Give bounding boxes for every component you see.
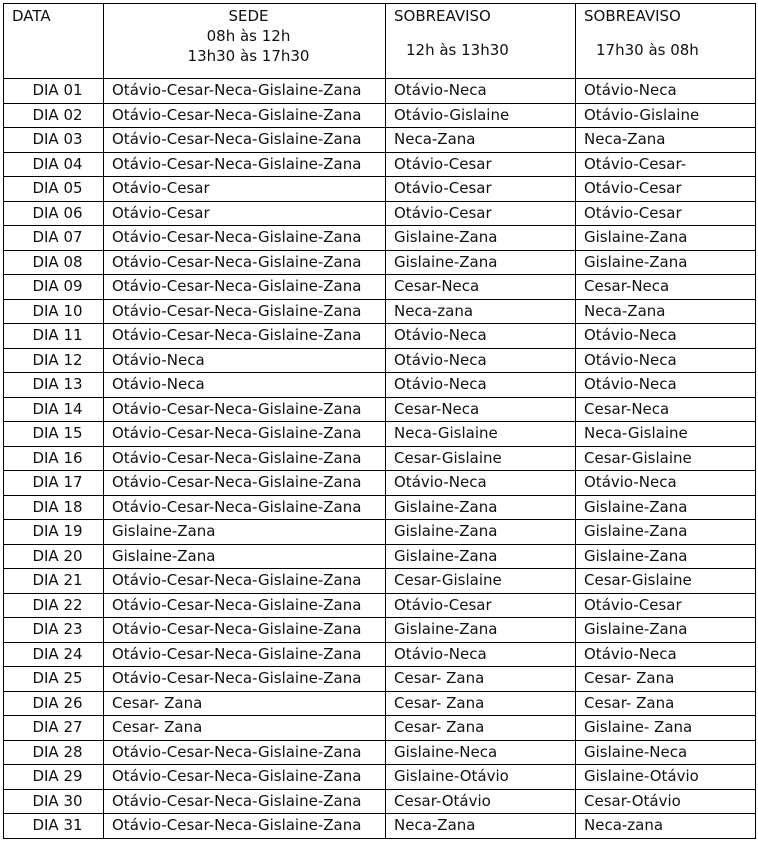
day-cell: DIA 19	[4, 520, 104, 545]
sede-cell: Otávio-Cesar-Neca-Gislaine-Zana	[104, 103, 386, 128]
sobreaviso-midday-cell: Cesar- Zana	[386, 691, 576, 716]
sobreaviso-night-cell: Neca-Zana	[576, 128, 756, 153]
sobreaviso-midday-cell: Cesar-Gislaine	[386, 446, 576, 471]
day-cell: DIA 02	[4, 103, 104, 128]
day-cell: DIA 29	[4, 765, 104, 790]
sede-cell: Cesar- Zana	[104, 691, 386, 716]
table-row	[4, 618, 756, 643]
table-row	[4, 201, 756, 226]
sobreaviso-midday-cell: Gislaine-Zana	[386, 618, 576, 643]
table-row	[4, 593, 756, 618]
sede-cell: Otávio-Cesar-Neca-Gislaine-Zana	[104, 275, 386, 300]
sobreaviso-night-cell: Gislaine-Zana	[576, 520, 756, 545]
header-data-label: DATA	[12, 7, 51, 25]
table-row	[4, 250, 756, 275]
day-cell: DIA 31	[4, 814, 104, 839]
sobreaviso-night-cell: Otávio-Cesar-	[576, 152, 756, 177]
sobreaviso-night-cell: Otávio-Cesar	[576, 177, 756, 202]
table-row	[4, 373, 756, 398]
day-cell: DIA 09	[4, 275, 104, 300]
sobreaviso-night-cell: Otávio-Neca	[576, 373, 756, 398]
sobreaviso-night-cell: Gislaine-Zana	[576, 250, 756, 275]
table-row	[4, 569, 756, 594]
table-row	[4, 446, 756, 471]
sobreaviso-night-cell: Otávio-Neca	[576, 348, 756, 373]
sede-cell: Otávio-Cesar-Neca-Gislaine-Zana	[104, 446, 386, 471]
day-cell: DIA 14	[4, 397, 104, 422]
sede-cell: Otávio-Cesar-Neca-Gislaine-Zana	[104, 79, 386, 104]
header-sobreaviso-midday-hours: 12h às 13h30	[406, 41, 509, 59]
sobreaviso-midday-cell: Gislaine-Zana	[386, 544, 576, 569]
table-row	[4, 471, 756, 496]
sede-cell: Otávio-Cesar-Neca-Gislaine-Zana	[104, 422, 386, 447]
day-cell: DIA 11	[4, 324, 104, 349]
table-row	[4, 79, 756, 104]
sobreaviso-night-cell: Neca-Gislaine	[576, 422, 756, 447]
sede-cell: Otávio-Cesar-Neca-Gislaine-Zana	[104, 765, 386, 790]
sobreaviso-night-cell: Neca-zana	[576, 814, 756, 839]
sede-cell: Otávio-Cesar-Neca-Gislaine-Zana	[104, 569, 386, 594]
sobreaviso-night-cell: Gislaine-Zana	[576, 618, 756, 643]
table-row	[4, 667, 756, 692]
sobreaviso-night-cell: Otávio-Neca	[576, 642, 756, 667]
sobreaviso-midday-cell: Cesar-Gislaine	[386, 569, 576, 594]
sobreaviso-night-cell: Neca-Zana	[576, 299, 756, 324]
sobreaviso-midday-cell: Otávio-Neca	[386, 471, 576, 496]
table-row	[4, 128, 756, 153]
sede-cell: Otávio-Cesar	[104, 201, 386, 226]
sede-cell: Otávio-Cesar-Neca-Gislaine-Zana	[104, 618, 386, 643]
sobreaviso-midday-cell: Otávio-Cesar	[386, 201, 576, 226]
table-row	[4, 740, 756, 765]
sede-cell: Otávio-Neca	[104, 373, 386, 398]
header-data	[4, 4, 104, 79]
header-sobreaviso-night-title: SOBREAVISO	[584, 7, 681, 25]
day-cell: DIA 27	[4, 716, 104, 741]
table-row	[4, 103, 756, 128]
sobreaviso-midday-cell: Otávio-Neca	[386, 373, 576, 398]
header-sede-hours-afternoon: 13h30 às 17h30	[187, 47, 310, 65]
table-row	[4, 789, 756, 814]
sobreaviso-midday-cell: Neca-Zana	[386, 814, 576, 839]
table-body	[4, 79, 756, 839]
sobreaviso-night-cell: Otávio-Cesar	[576, 201, 756, 226]
day-cell: DIA 18	[4, 495, 104, 520]
table-row	[4, 397, 756, 422]
table-header	[4, 4, 756, 79]
table-row	[4, 422, 756, 447]
sobreaviso-midday-cell: Neca-Gislaine	[386, 422, 576, 447]
table-row	[4, 226, 756, 251]
table-row	[4, 299, 756, 324]
sobreaviso-midday-cell: Gislaine-Neca	[386, 740, 576, 765]
day-cell: DIA 08	[4, 250, 104, 275]
day-cell: DIA 25	[4, 667, 104, 692]
day-cell: DIA 24	[4, 642, 104, 667]
sede-cell: Otávio-Cesar-Neca-Gislaine-Zana	[104, 324, 386, 349]
sobreaviso-midday-cell: Cesar- Zana	[386, 667, 576, 692]
sobreaviso-night-cell: Cesar-Otávio	[576, 789, 756, 814]
sobreaviso-midday-cell: Otávio-Cesar	[386, 593, 576, 618]
sobreaviso-midday-cell: Otávio-Neca	[386, 642, 576, 667]
day-cell: DIA 21	[4, 569, 104, 594]
sede-cell: Otávio-Neca	[104, 348, 386, 373]
sede-cell: Otávio-Cesar-Neca-Gislaine-Zana	[104, 471, 386, 496]
sede-cell: Otávio-Cesar-Neca-Gislaine-Zana	[104, 250, 386, 275]
sobreaviso-night-cell: Cesar- Zana	[576, 667, 756, 692]
day-cell: DIA 05	[4, 177, 104, 202]
sobreaviso-night-cell: Otávio-Neca	[576, 79, 756, 104]
table-row	[4, 544, 756, 569]
sobreaviso-night-cell: Cesar-Gislaine	[576, 446, 756, 471]
table-row	[4, 642, 756, 667]
sede-cell: Otávio-Cesar-Neca-Gislaine-Zana	[104, 667, 386, 692]
sede-cell: Gislaine-Zana	[104, 544, 386, 569]
table-row	[4, 691, 756, 716]
sobreaviso-night-cell: Gislaine- Zana	[576, 716, 756, 741]
header-row	[4, 4, 756, 79]
sede-cell: Otávio-Cesar-Neca-Gislaine-Zana	[104, 226, 386, 251]
table-row	[4, 275, 756, 300]
sobreaviso-night-cell: Cesar-Neca	[576, 397, 756, 422]
table-row	[4, 152, 756, 177]
day-cell: DIA 10	[4, 299, 104, 324]
sobreaviso-midday-cell: Cesar-Neca	[386, 397, 576, 422]
day-cell: DIA 04	[4, 152, 104, 177]
table-row	[4, 765, 756, 790]
day-cell: DIA 17	[4, 471, 104, 496]
sede-cell: Otávio-Cesar-Neca-Gislaine-Zana	[104, 397, 386, 422]
sobreaviso-midday-cell: Gislaine-Zana	[386, 520, 576, 545]
sobreaviso-night-cell: Otávio-Gislaine	[576, 103, 756, 128]
day-cell: DIA 15	[4, 422, 104, 447]
sobreaviso-midday-cell: Gislaine-Zana	[386, 250, 576, 275]
sede-cell: Otávio-Cesar-Neca-Gislaine-Zana	[104, 789, 386, 814]
sobreaviso-night-cell: Gislaine-Zana	[576, 495, 756, 520]
sede-cell: Otávio-Cesar-Neca-Gislaine-Zana	[104, 128, 386, 153]
sede-cell: Otávio-Cesar-Neca-Gislaine-Zana	[104, 299, 386, 324]
sobreaviso-night-cell: Gislaine-Zana	[576, 544, 756, 569]
sede-cell: Cesar- Zana	[104, 716, 386, 741]
table-row	[4, 177, 756, 202]
table-row	[4, 324, 756, 349]
header-sede	[104, 4, 386, 79]
sobreaviso-night-cell: Gislaine-Neca	[576, 740, 756, 765]
sede-cell: Otávio-Cesar-Neca-Gislaine-Zana	[104, 740, 386, 765]
day-cell: DIA 26	[4, 691, 104, 716]
sede-cell: Otávio-Cesar-Neca-Gislaine-Zana	[104, 152, 386, 177]
table-row	[4, 716, 756, 741]
day-cell: DIA 01	[4, 79, 104, 104]
sobreaviso-midday-cell: Otávio-Neca	[386, 348, 576, 373]
sobreaviso-midday-cell: Gislaine-Zana	[386, 495, 576, 520]
sobreaviso-midday-cell: Neca-zana	[386, 299, 576, 324]
header-sobreaviso-night	[576, 4, 756, 79]
sede-cell: Gislaine-Zana	[104, 520, 386, 545]
sobreaviso-midday-cell: Gislaine-Zana	[386, 226, 576, 251]
table-row	[4, 348, 756, 373]
day-cell: DIA 22	[4, 593, 104, 618]
day-cell: DIA 30	[4, 789, 104, 814]
sede-cell: Otávio-Cesar	[104, 177, 386, 202]
day-cell: DIA 13	[4, 373, 104, 398]
day-cell: DIA 20	[4, 544, 104, 569]
table-row	[4, 520, 756, 545]
sobreaviso-midday-cell: Otávio-Gislaine	[386, 103, 576, 128]
sobreaviso-midday-cell: Cesar-Otávio	[386, 789, 576, 814]
sobreaviso-night-cell: Cesar- Zana	[576, 691, 756, 716]
header-sede-hours-morning: 08h às 12h	[206, 27, 291, 45]
header-sede-title: SEDE	[228, 7, 269, 25]
sobreaviso-night-cell: Otávio-Neca	[576, 324, 756, 349]
sobreaviso-midday-cell: Otávio-Neca	[386, 79, 576, 104]
sede-cell: Otávio-Cesar-Neca-Gislaine-Zana	[104, 642, 386, 667]
sobreaviso-midday-cell: Cesar-Neca	[386, 275, 576, 300]
sobreaviso-midday-cell: Otávio-Cesar	[386, 152, 576, 177]
sede-cell: Otávio-Cesar-Neca-Gislaine-Zana	[104, 814, 386, 839]
table-row	[4, 814, 756, 839]
sobreaviso-midday-cell: Gislaine-Otávio	[386, 765, 576, 790]
day-cell: DIA 03	[4, 128, 104, 153]
day-cell: DIA 07	[4, 226, 104, 251]
day-cell: DIA 06	[4, 201, 104, 226]
sobreaviso-midday-cell: Cesar- Zana	[386, 716, 576, 741]
header-sobreaviso-night-hours: 17h30 às 08h	[596, 41, 699, 59]
schedule-table	[3, 3, 756, 839]
sobreaviso-night-cell: Cesar-Neca	[576, 275, 756, 300]
day-cell: DIA 28	[4, 740, 104, 765]
sobreaviso-night-cell: Cesar-Gislaine	[576, 569, 756, 594]
sede-cell: Otávio-Cesar-Neca-Gislaine-Zana	[104, 593, 386, 618]
sobreaviso-midday-cell: Otávio-Neca	[386, 324, 576, 349]
table-row	[4, 495, 756, 520]
sobreaviso-night-cell: Otávio-Cesar	[576, 593, 756, 618]
sobreaviso-midday-cell: Neca-Zana	[386, 128, 576, 153]
sobreaviso-night-cell: Otávio-Neca	[576, 471, 756, 496]
header-sobreaviso-midday-title: SOBREAVISO	[394, 7, 491, 25]
header-sobreaviso-midday	[386, 4, 576, 79]
sobreaviso-midday-cell: Otávio-Cesar	[386, 177, 576, 202]
day-cell: DIA 23	[4, 618, 104, 643]
sede-cell: Otávio-Cesar-Neca-Gislaine-Zana	[104, 495, 386, 520]
sobreaviso-night-cell: Gislaine-Zana	[576, 226, 756, 251]
day-cell: DIA 12	[4, 348, 104, 373]
sobreaviso-night-cell: Gislaine-Otávio	[576, 765, 756, 790]
day-cell: DIA 16	[4, 446, 104, 471]
